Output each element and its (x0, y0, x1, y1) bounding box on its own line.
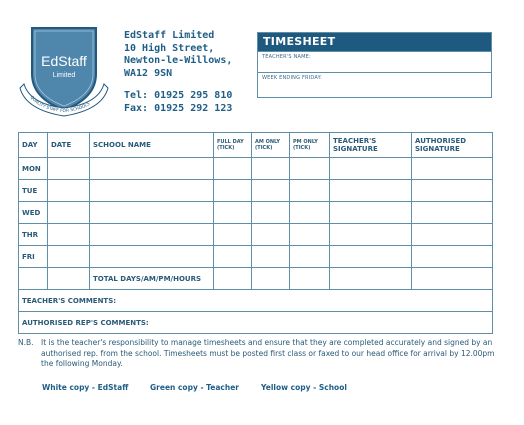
logo-sub-text: Limited (52, 72, 76, 79)
day-label: FRI (19, 246, 48, 268)
note-label: N.B. (18, 338, 34, 347)
contact-numbers (124, 90, 232, 115)
col-full-day-header: FULL DAY (TICK) (214, 133, 252, 158)
school-cell[interactable] (90, 180, 214, 202)
yellow-copy-label: Yellow copy - School (261, 383, 347, 392)
teacher-signature-cell[interactable] (330, 158, 412, 180)
total-pm-only-cell[interactable] (290, 268, 330, 290)
logo-brand-text: EdStaff (41, 53, 87, 69)
full-day-cell[interactable] (214, 202, 252, 224)
date-cell[interactable] (48, 246, 90, 268)
col-teacher-signature-header: TEACHER'S SIGNATURE (330, 133, 412, 158)
week-ending-field[interactable]: WEEK ENDING FRIDAY: (258, 72, 491, 93)
table-row (19, 158, 493, 180)
date-cell[interactable] (48, 158, 90, 180)
timesheet-table (18, 132, 493, 334)
note-text: It is the teacher's responsibility to manage timesheets and ensure that they are completed accurately and signed by an authorised rep. from the school. Timesheets must be posted first class or faxed to our head office for arrival by 12.00pm the following Monday. (41, 338, 495, 368)
col-pm-only-header: PM ONLY (TICK) (290, 133, 330, 158)
school-cell[interactable] (90, 224, 214, 246)
address-line-2: Newton-le-Willows, (124, 55, 233, 66)
totals-date-cell (48, 268, 90, 290)
day-label: MON (19, 158, 48, 180)
totals-teacher-signature-cell (330, 268, 412, 290)
totals-row (19, 268, 493, 290)
date-cell[interactable] (48, 202, 90, 224)
green-copy-label: Green copy - Teacher (150, 383, 240, 392)
table-row (19, 202, 493, 224)
teacher-comments-row (19, 290, 493, 312)
authorised-signature-cell[interactable] (412, 180, 493, 202)
logo-ribbon-text: QUALITY STAFF FOR SCHOOLS (28, 95, 92, 115)
authorised-signature-cell[interactable] (412, 246, 493, 268)
authorised-signature-cell[interactable] (412, 202, 493, 224)
totals-day-cell (19, 268, 48, 290)
total-full-day-cell[interactable] (214, 268, 252, 290)
school-cell[interactable] (90, 246, 214, 268)
teacher-signature-cell[interactable] (330, 180, 412, 202)
day-label: THR (19, 224, 48, 246)
header-row (19, 133, 493, 158)
teacher-signature-cell[interactable] (330, 246, 412, 268)
full-day-cell[interactable] (214, 180, 252, 202)
day-label: WED (19, 202, 48, 224)
rep-comments-row (19, 312, 493, 334)
rep-comments-field[interactable]: AUTHORISED REP'S COMMENTS: (19, 312, 493, 334)
date-cell[interactable] (48, 180, 90, 202)
teacher-name-field[interactable]: TEACHER'S NAME: (258, 51, 491, 72)
total-am-only-cell[interactable] (252, 268, 290, 290)
authorised-signature-cell[interactable] (412, 158, 493, 180)
teacher-signature-cell[interactable] (330, 202, 412, 224)
authorised-signature-cell[interactable] (412, 224, 493, 246)
pm-only-cell[interactable] (290, 224, 330, 246)
address-line-3: WA12 9SN (124, 67, 173, 79)
day-label: TUE (19, 180, 48, 202)
am-only-cell[interactable] (252, 246, 290, 268)
col-day-header: DAY (19, 133, 48, 158)
full-day-cell[interactable] (214, 224, 252, 246)
teacher-comments-field[interactable]: TEACHER'S COMMENTS: (19, 290, 493, 312)
school-cell[interactable] (90, 202, 214, 224)
edstaff-logo (18, 22, 110, 120)
fax-number: Fax: 01925 292 123 (124, 102, 233, 114)
full-day-cell[interactable] (214, 246, 252, 268)
white-copy-label: White copy - EdStaff (42, 383, 129, 392)
col-am-only-header: AM ONLY (TICK) (252, 133, 290, 158)
col-school-header: SCHOOL NAME (90, 133, 214, 158)
timesheet-header-box (257, 32, 492, 98)
address-line-1: 10 High Street, (124, 42, 215, 54)
am-only-cell[interactable] (252, 202, 290, 224)
am-only-cell[interactable] (252, 224, 290, 246)
am-only-cell[interactable] (252, 180, 290, 202)
col-authorised-signature-header: AUTHORISED SIGNATURE (412, 133, 493, 158)
table-row (19, 180, 493, 202)
school-cell[interactable] (90, 158, 214, 180)
pm-only-cell[interactable] (290, 246, 330, 268)
note-block (18, 338, 498, 370)
am-only-cell[interactable] (252, 158, 290, 180)
pm-only-cell[interactable] (290, 158, 330, 180)
totals-label: TOTAL DAYS/AM/PM/HOURS (90, 268, 214, 290)
company-name: EdStaff Limited (124, 30, 215, 41)
pm-only-cell[interactable] (290, 202, 330, 224)
table-row (19, 246, 493, 268)
timesheet-title: TIMESHEET (258, 33, 491, 51)
company-address-block (124, 30, 232, 80)
teacher-signature-cell[interactable] (330, 224, 412, 246)
table-row (19, 224, 493, 246)
tel-number: Tel: 01925 295 810 (124, 90, 233, 101)
totals-authorised-signature-cell (412, 268, 493, 290)
full-day-cell[interactable] (214, 158, 252, 180)
col-date-header: DATE (48, 133, 90, 158)
date-cell[interactable] (48, 224, 90, 246)
pm-only-cell[interactable] (290, 180, 330, 202)
